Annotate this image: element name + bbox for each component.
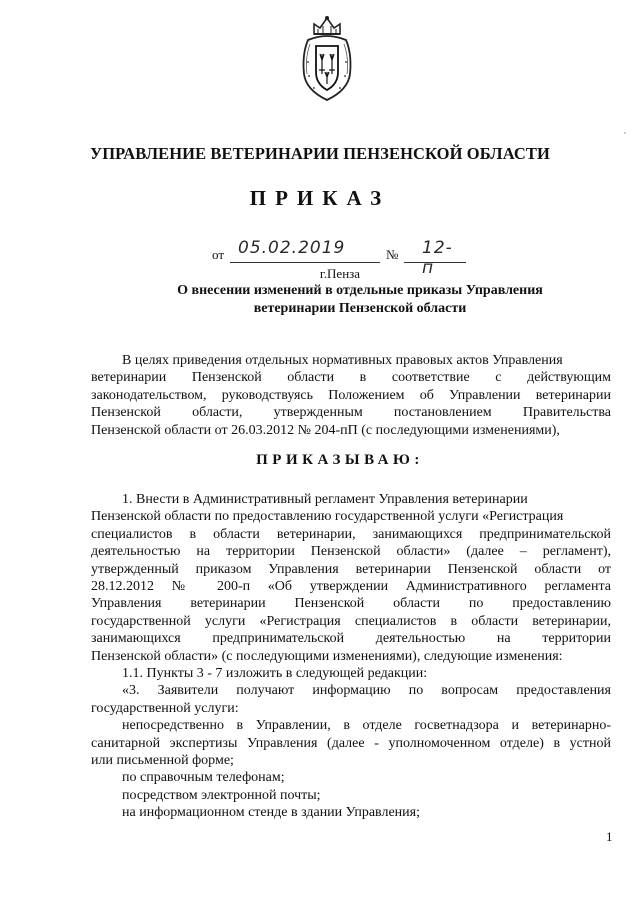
document-type-title: ПРИКАЗ — [249, 186, 391, 210]
text-line: государственной услуги: — [91, 700, 239, 716]
text-line: В целях приведения отдельных нормативных правовых актов Управления — [122, 353, 563, 368]
text-line: занимающихся предпринимательской деятельностью на территории — [91, 631, 611, 647]
city-label: г.Пенза — [319, 266, 361, 281]
text-line: Пензенской области» (с последующими изменениями), следующие изменения: — [91, 648, 563, 664]
text-line: «3. Заявители получают информацию по вопросам предоставления — [122, 683, 611, 699]
text-line: ветеринарии Пензенской области в соответствие с действующим — [91, 370, 611, 386]
text-line: санитарной экспертизы Управления (далее - уполномоченном отделе) в устной — [91, 735, 611, 751]
text-line: по справочным телефонам; — [122, 770, 285, 786]
text-line: 1. Внести в Административный регламент Управления ветеринарии — [122, 492, 528, 507]
organization-title: УПРАВЛЕНИЕ ВЕТЕРИНАРИИ ПЕНЗЕНСКОЙ ОБЛАСТИ — [90, 144, 550, 163]
handwritten-date: 05.02.2019 — [238, 238, 346, 258]
text-line: законодательством, руководствуясь Положением об Управлении ветеринарии — [91, 387, 611, 403]
text-line: утвержденный приказом Управления ветеринарии Пензенской области от — [91, 561, 611, 577]
scan-artifact — [624, 132, 626, 134]
text-line: Пензенской области, утвержденным постановлением Правительства — [91, 405, 611, 421]
text-line: непосредственно в Управлении, в отделе госветнадзора и ветеринарно- — [122, 718, 611, 734]
subject-line: О внесении изменений в отдельные приказы Управления — [177, 283, 543, 298]
subitem-heading: 1.1. Пункты 3 - 7 изложить в следующей редакции: — [122, 665, 428, 681]
preamble-paragraph — [91, 352, 611, 439]
order-directive-heading: ПРИКАЗЫВАЮ: — [256, 452, 424, 468]
handwritten-number: 12-п — [422, 238, 453, 278]
text-line: на информационном стенде в здании Управления; — [122, 805, 420, 821]
penza-coat-of-arms-icon — [296, 14, 358, 102]
text-line: 28.12.2012 № 200-п «Об утверждении Административного регламента — [91, 578, 611, 594]
number-label: № — [386, 247, 399, 262]
subject-line: ветеринарии Пензенской области — [253, 301, 467, 316]
text-line: специалистов в области ветеринарии, занимающихся предпринимательской — [91, 526, 611, 542]
text-line: Пензенской области от 26.03.2012 № 204-пП (с последующими изменениями), — [91, 422, 560, 438]
date-underline — [230, 262, 380, 263]
order-subject — [140, 282, 580, 318]
date-label: от — [212, 247, 225, 262]
page-number: 1 — [606, 829, 613, 844]
text-line: государственной услуги «Регистрация специалистов в области ветеринарии, — [91, 613, 611, 629]
text-line: деятельностью на территории Пензенской области» (далее – регламент), — [91, 544, 611, 560]
number-underline — [404, 262, 466, 263]
text-line: посредством электронной почты; — [122, 787, 321, 803]
text-line: Управления ветеринарии Пензенской области по предоставлению — [91, 596, 611, 612]
item-1-paragraph — [91, 491, 611, 822]
text-line: или письменной форме; — [91, 752, 234, 768]
text-line: Пензенской области по предоставлению государственной услуги «Регистрация — [91, 509, 564, 525]
